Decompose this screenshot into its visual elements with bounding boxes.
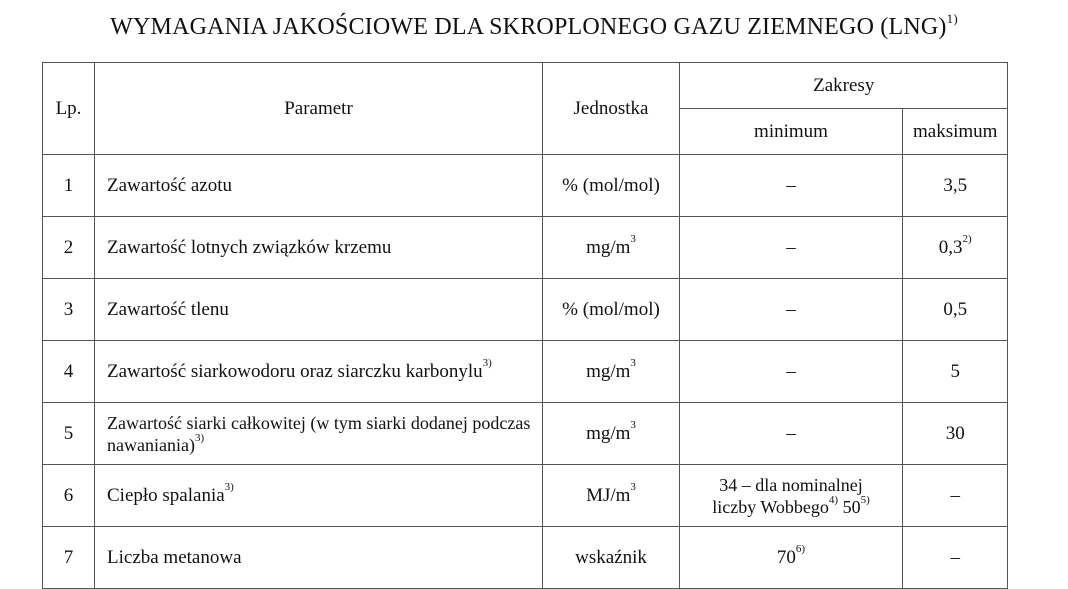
header-zakresy: Zakresy (680, 63, 1008, 109)
header-lp: Lp. (43, 63, 95, 155)
row-unit: wskaźnik (543, 527, 680, 589)
table-row (43, 527, 1008, 589)
table-row (43, 403, 1008, 465)
row-max: 5 (903, 341, 1008, 403)
min-line2b: 50 (838, 496, 861, 517)
row-lp: 3 (43, 279, 95, 341)
row-unit (543, 217, 680, 279)
row-param (95, 403, 543, 465)
table-row (43, 465, 1008, 527)
row-min: – (680, 403, 903, 465)
row-unit: % (mol/mol) (543, 155, 680, 217)
min-line1: 34 – dla nominalnej (719, 474, 863, 495)
page-title (0, 11, 1068, 41)
param-text: Zawartość azotu (107, 174, 233, 196)
table-row (43, 341, 1008, 403)
param-text: Zawartość siarki całkowitej (w tym siarki dodanej podczas nawaniania) (107, 412, 531, 455)
row-lp: 1 (43, 155, 95, 217)
row-lp: 5 (43, 403, 95, 465)
row-max: 0,5 (903, 279, 1008, 341)
min-footnote-a: 4) (828, 493, 839, 506)
row-max: – (903, 465, 1008, 527)
row-unit (543, 341, 680, 403)
row-max (903, 217, 1008, 279)
row-min: – (680, 279, 903, 341)
unit-text: mg/m (586, 360, 631, 382)
row-param (95, 217, 543, 279)
param-text: Liczba metanowa (107, 546, 242, 568)
title-text: WYMAGANIA JAKOŚCIOWE DLA SKROPLONEGO GAZU ZIEMNEGO (LNG) (110, 14, 947, 40)
header-jednostka: Jednostka (543, 63, 680, 155)
param-footnote: 3) (194, 431, 205, 444)
row-param (95, 279, 543, 341)
table-row (43, 279, 1008, 341)
row-min: – (680, 217, 903, 279)
row-max: 30 (903, 403, 1008, 465)
row-max: 3,5 (903, 155, 1008, 217)
row-unit (543, 403, 680, 465)
min-text: 70 (776, 546, 796, 568)
unit-superscript: 3 (630, 357, 636, 370)
header-maksimum: maksimum (903, 109, 1008, 155)
header-row (43, 63, 1008, 109)
row-lp: 2 (43, 217, 95, 279)
header-parametr: Parametr (95, 63, 543, 155)
row-lp: 6 (43, 465, 95, 527)
row-min (680, 465, 903, 527)
min-footnote: 6) (795, 543, 806, 556)
param-text: Zawartość siarkowodoru oraz siarczku karbonylu (107, 360, 483, 382)
unit-superscript: 3 (630, 233, 636, 246)
unit-text: mg/m (586, 236, 631, 258)
max-text: 0,3 (938, 236, 963, 258)
table-row (43, 217, 1008, 279)
row-param (95, 155, 543, 217)
row-param (95, 341, 543, 403)
unit-superscript: 3 (630, 481, 636, 494)
row-max: – (903, 527, 1008, 589)
row-unit (543, 465, 680, 527)
min-footnote-b: 5) (860, 493, 870, 506)
table-row (43, 155, 1008, 217)
unit-superscript: 3 (630, 419, 636, 432)
quality-table (42, 62, 1008, 589)
row-param (95, 527, 543, 589)
row-min: – (680, 155, 903, 217)
min-line2: liczby Wobbego (712, 496, 829, 517)
max-footnote: 2) (962, 233, 972, 246)
param-text: Zawartość lotnych związków krzemu (107, 236, 392, 258)
row-min: – (680, 341, 903, 403)
row-param (95, 465, 543, 527)
row-lp: 7 (43, 527, 95, 589)
row-lp: 4 (43, 341, 95, 403)
param-text: Zawartość tlenu (107, 298, 229, 320)
param-footnote: 3) (482, 357, 492, 370)
title-footnote: 1) (946, 11, 958, 26)
row-unit: % (mol/mol) (543, 279, 680, 341)
param-footnote: 3) (224, 481, 234, 494)
unit-text: mg/m (586, 422, 631, 444)
row-min (680, 527, 903, 589)
param-text: Ciepło spalania (107, 484, 225, 506)
header-minimum: minimum (680, 109, 903, 155)
unit-text: MJ/m (586, 484, 631, 506)
